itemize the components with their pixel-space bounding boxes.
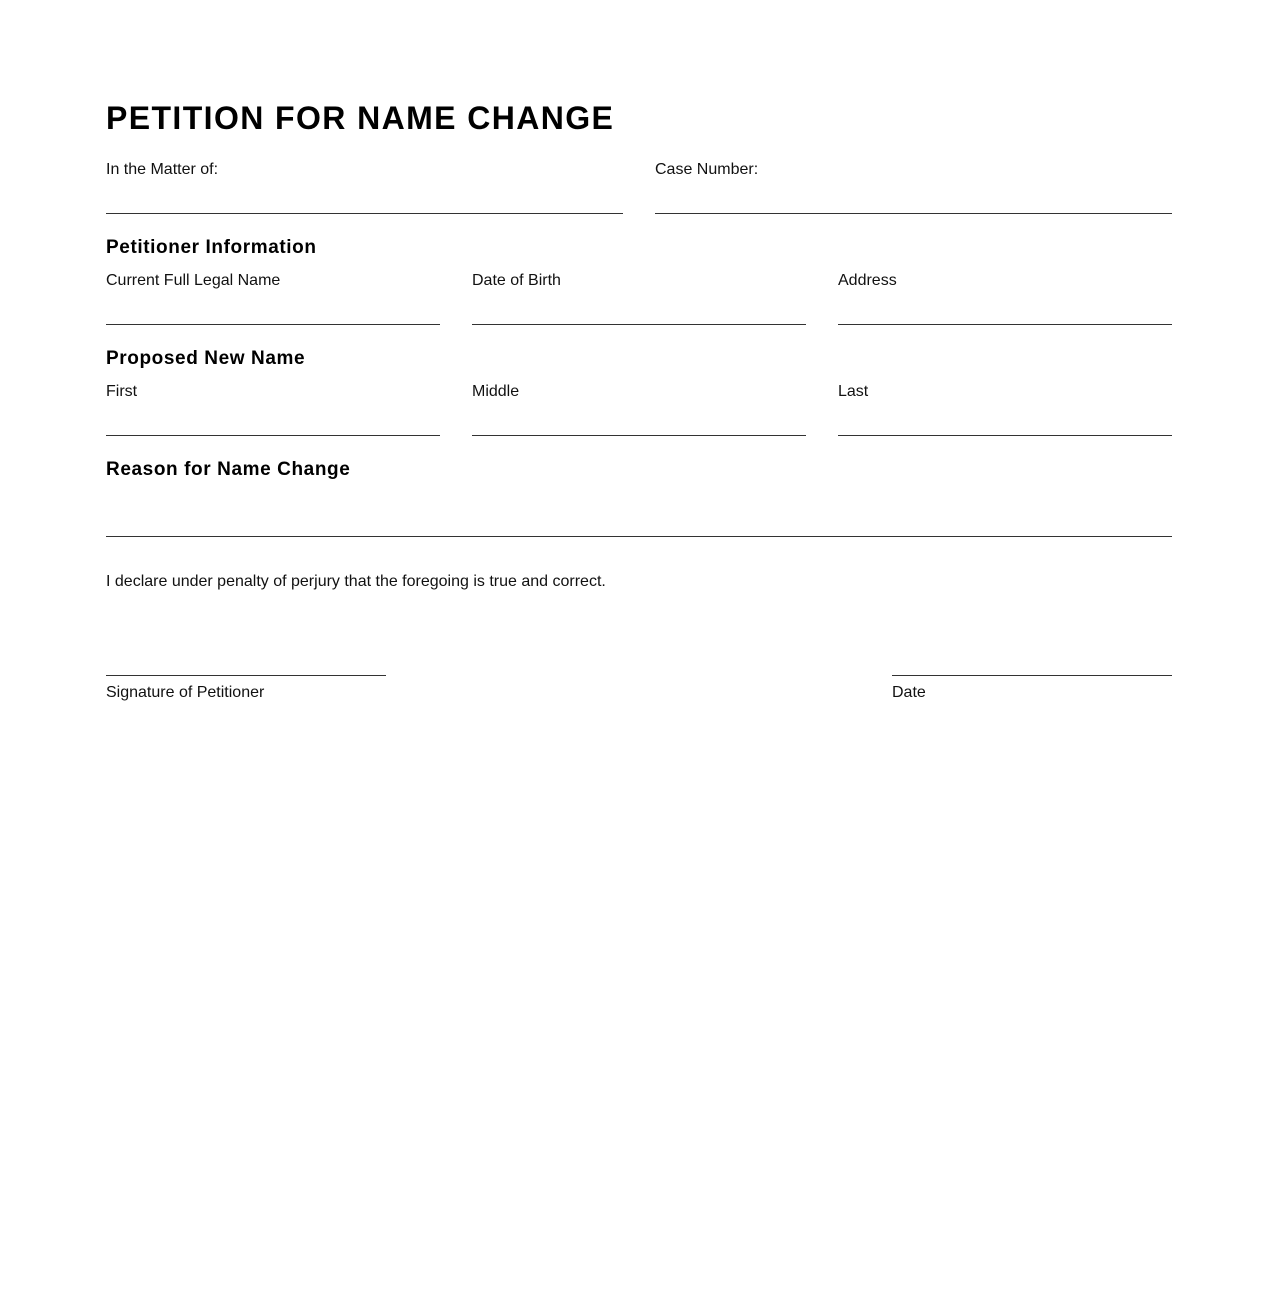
petitioner-info-heading: Petitioner Information: [106, 237, 317, 258]
case-number-input[interactable]: [655, 190, 1172, 214]
signature-label: Signature of Petitioner: [106, 684, 265, 701]
first-name-label: First: [106, 383, 138, 400]
middle-name-input[interactable]: [472, 412, 806, 436]
page-title: PETITION FOR NAME CHANGE: [106, 100, 615, 136]
case-number-label: Case Number:: [655, 161, 759, 178]
middle-name-label: Middle: [472, 383, 520, 400]
matter-input[interactable]: [106, 190, 623, 214]
first-name-input[interactable]: [106, 412, 440, 436]
declaration-text: I declare under penalty of perjury that the foregoing is true and correct.: [106, 573, 606, 590]
last-name-label: Last: [838, 383, 869, 400]
reason-heading: Reason for Name Change: [106, 459, 351, 480]
dob-input[interactable]: [472, 301, 806, 325]
address-label: Address: [838, 272, 897, 289]
current-name-label: Current Full Legal Name: [106, 272, 281, 289]
current-name-input[interactable]: [106, 301, 440, 325]
proposed-name-heading: Proposed New Name: [106, 348, 306, 369]
matter-label: In the Matter of:: [106, 161, 219, 178]
dob-label: Date of Birth: [472, 272, 561, 289]
date-label: Date: [892, 684, 926, 701]
reason-input[interactable]: [106, 513, 1172, 537]
last-name-input[interactable]: [838, 412, 1172, 436]
date-line[interactable]: [892, 675, 1172, 676]
address-input[interactable]: [838, 301, 1172, 325]
signature-line[interactable]: [106, 675, 386, 676]
